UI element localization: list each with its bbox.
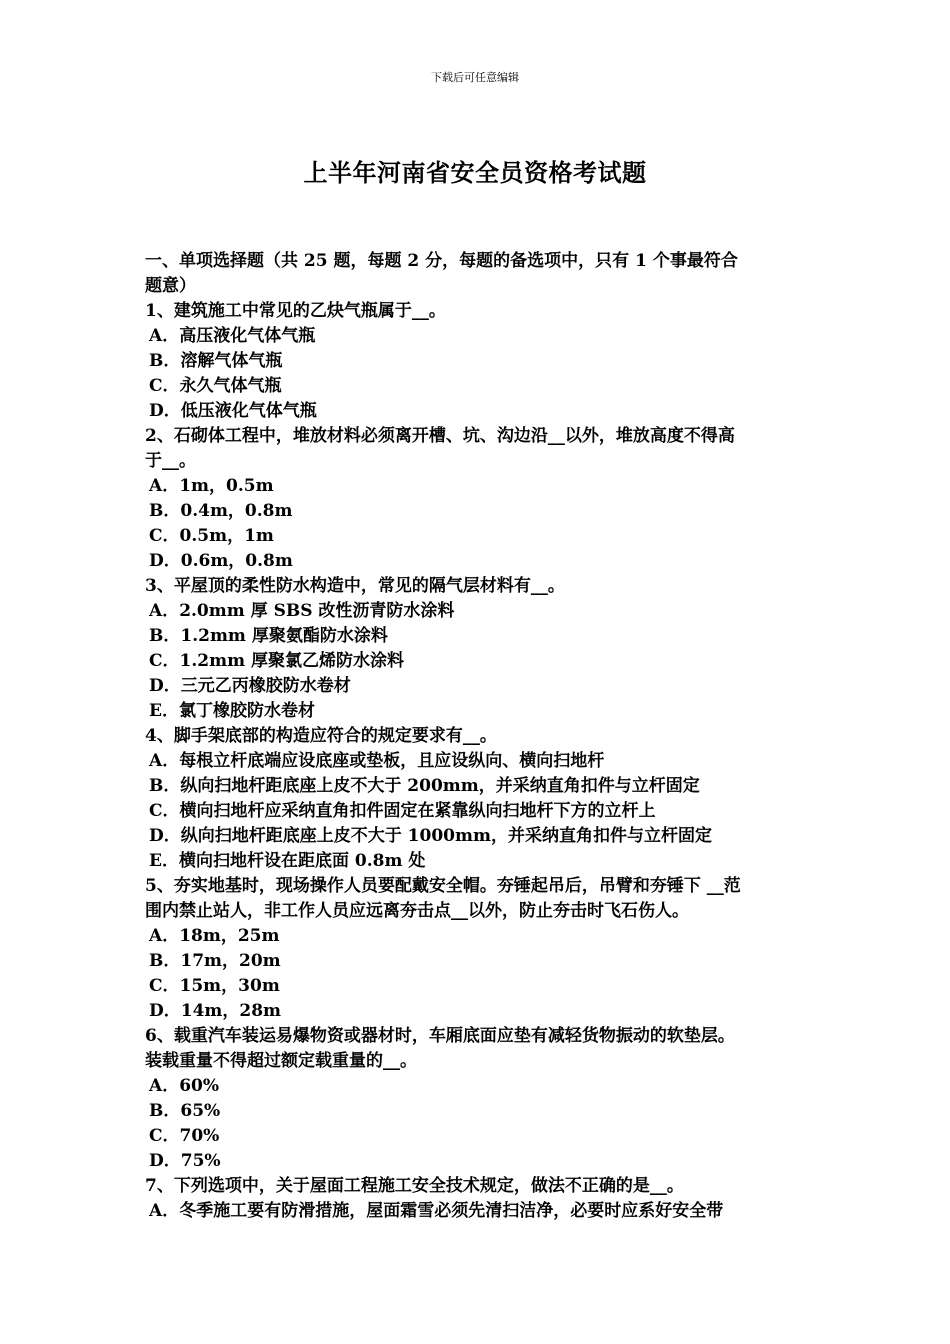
question-text: 于__。	[145, 451, 196, 471]
question-text: 6、载重汽车装运易爆物资或器材时，车厢底面应垫有减轻货物振动的软垫层。	[145, 1026, 735, 1046]
question-text: 7、下列选项中，关于屋面工程施工安全技术规定，做法不正确的是__。	[145, 1176, 684, 1196]
question-text: 4、脚手架底部的构造应符合的规定要求有__。	[145, 726, 497, 746]
answer-option: C．1.2mm 厚聚氯乙烯防水涂料	[149, 651, 404, 671]
answer-option: C．15m，30m	[149, 976, 280, 996]
answer-option: D．纵向扫地杆距底座上皮不大于 1000mm，并采纳直角扣件与立杆固定	[149, 826, 712, 846]
answer-option: E．氯丁橡胶防水卷材	[149, 701, 315, 721]
answer-option: B．17m，20m	[149, 951, 281, 971]
answer-option: B．65%	[149, 1101, 221, 1121]
answer-option: D．0.6m，0.8m	[149, 551, 293, 571]
answer-option: D．三元乙丙橡胶防水卷材	[149, 676, 351, 696]
question-text: 1、建筑施工中常见的乙炔气瓶属于__。	[145, 301, 446, 321]
answer-option: D．低压液化气体气瓶	[149, 401, 317, 421]
answer-option: C．0.5m，1m	[149, 526, 274, 546]
question-text: 3、平屋顶的柔性防水构造中，常见的隔气层材料有__。	[145, 576, 565, 596]
answer-option: A．每根立杆底端应设底座或垫板，且应设纵向、横向扫地杆	[149, 751, 605, 771]
section-heading: 题意）	[145, 276, 196, 296]
answer-option: A．2.0mm 厚 SBS 改性沥青防水涂料	[149, 601, 455, 621]
answer-option: A．1m，0.5m	[149, 476, 274, 496]
page-title: 上半年河南省安全员资格考试题	[303, 158, 647, 187]
answer-option: B．溶解气体气瓶	[149, 351, 283, 371]
answer-option: A．冬季施工要有防滑措施，屋面霜雪必须先清扫洁净，必要时应系好安全带	[149, 1201, 724, 1221]
answer-option: A．60%	[149, 1076, 220, 1096]
section-heading: 一、单项选择题（共 25 题，每题 2 分，每题的备选项中，只有 1 个事最符合	[145, 251, 738, 271]
answer-option: D．75%	[149, 1151, 221, 1171]
answer-option: B．0.4m，0.8m	[149, 501, 293, 521]
question-text: 装载重量不得超过额定载重量的__。	[145, 1051, 417, 1071]
header-note: 下载后可任意编辑	[431, 71, 519, 84]
exam-content	[145, 249, 813, 1224]
question-text: 围内禁止站人，非工作人员应远离夯击点__以外，防止夯击时飞石伤人。	[145, 901, 689, 921]
answer-option: B．1.2mm 厚聚氨酯防水涂料	[149, 626, 388, 646]
answer-option: C．永久气体气瓶	[149, 376, 282, 396]
answer-option: B．纵向扫地杆距底座上皮不大于 200mm，并采纳直角扣件与立杆固定	[149, 776, 700, 796]
answer-option: C．70%	[149, 1126, 220, 1146]
answer-option: E．横向扫地杆设在距底面 0.8m 处	[149, 851, 426, 871]
answer-option: A．18m，25m	[149, 926, 280, 946]
answer-option: A．高压液化气体气瓶	[149, 326, 316, 346]
answer-option: D．14m，28m	[149, 1001, 282, 1021]
question-text: 5、夯实地基时，现场操作人员要配戴安全帽。夯锤起吊后，吊臂和夯锤下 __范	[145, 876, 741, 896]
question-text: 2、石砌体工程中，堆放材料必须离开槽、坑、沟边沿__以外，堆放高度不得高	[145, 426, 735, 446]
answer-option: C．横向扫地杆应采纳直角扣件固定在紧靠纵向扫地杆下方的立杆上	[149, 801, 656, 821]
